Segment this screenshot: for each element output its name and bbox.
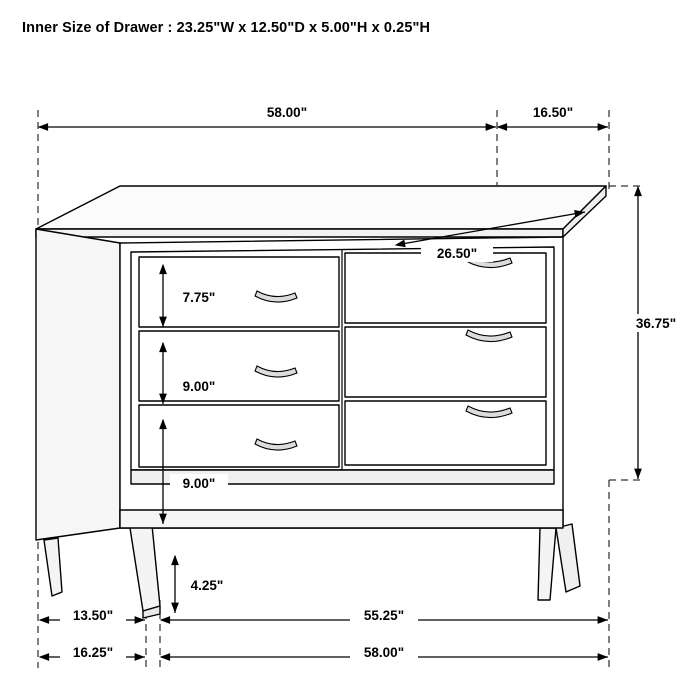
leg-front-right (538, 528, 556, 600)
drawer-front-bottom-left (139, 405, 339, 467)
label-base-width: 55.25" (363, 608, 405, 623)
page-title: Inner Size of Drawer : 23.25"W x 12.50"D x 5.00"H x 0.25"H (22, 20, 431, 36)
leg-back-left (44, 538, 62, 596)
leg-back-right (556, 524, 580, 592)
drawer-front-top-left (139, 257, 339, 327)
label-leg-height: 4.25" (190, 578, 224, 593)
label-drawer-h2: 9.00" (182, 379, 216, 394)
left-side-panel (36, 229, 120, 540)
dresser-top-surface (36, 186, 606, 229)
label-drawer-width: 26.50" (436, 246, 478, 261)
dresser-body (36, 186, 606, 618)
label-depth-1350: 13.50" (72, 608, 114, 623)
label-depth-1625: 16.25" (72, 645, 114, 660)
base-skirt (120, 510, 563, 528)
leg-front-left (130, 525, 160, 611)
drawer-front-top-right (345, 253, 546, 323)
label-drawer-h3: 9.00" (182, 476, 216, 491)
label-drawer-h1: 7.75" (182, 290, 216, 305)
drawer-front-mid-left (139, 331, 339, 401)
label-right-height: 36.75" (635, 316, 677, 331)
drawer-front-mid-right (345, 327, 546, 397)
label-top-depth: 16.50" (532, 105, 574, 120)
label-overall-width: 58.00" (363, 645, 405, 660)
drawer-front-bottom-right (345, 401, 546, 465)
label-top-width: 58.00" (266, 105, 308, 120)
